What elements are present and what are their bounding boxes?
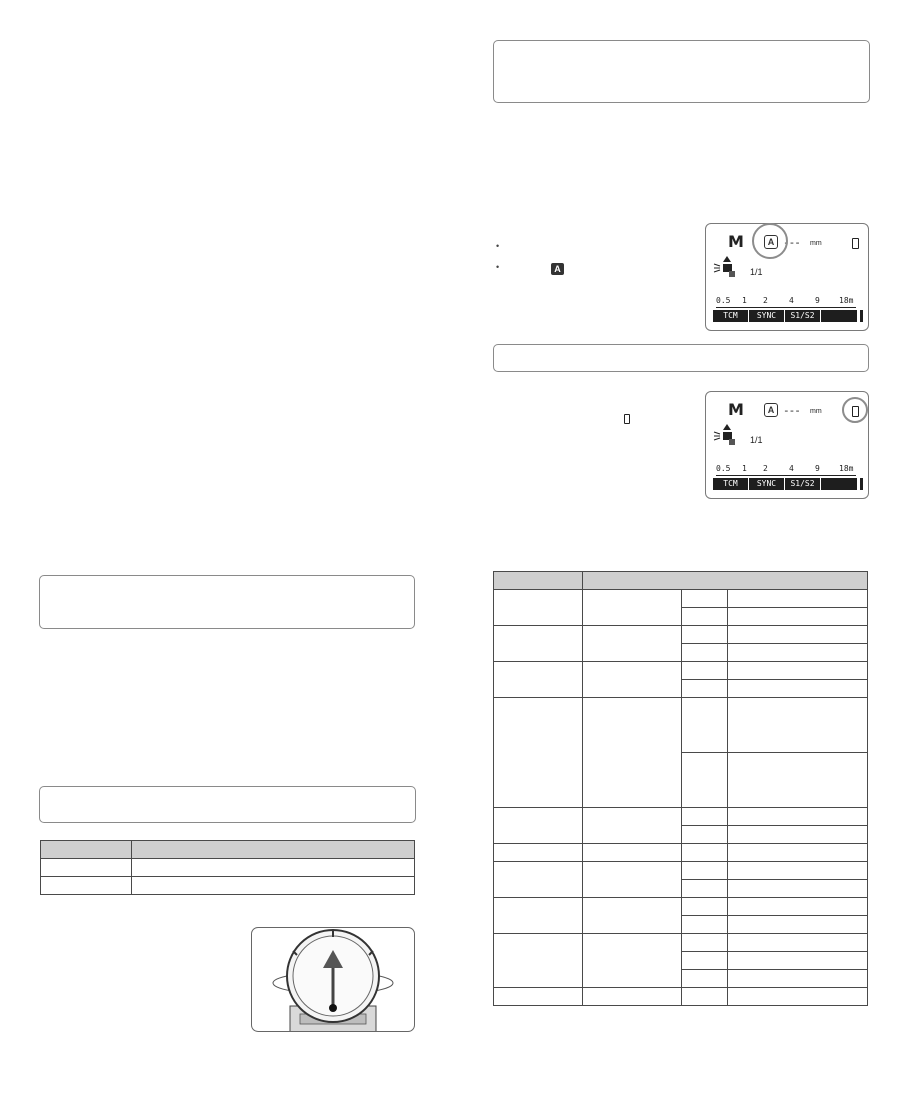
highlight-ring	[752, 223, 788, 259]
scale-label: 18m	[839, 296, 854, 305]
battery-outline-icon	[624, 414, 630, 424]
highlight-ring	[842, 397, 868, 423]
zoom-auto-icon: A	[764, 403, 778, 417]
softkey-tcm: TCM	[713, 310, 749, 322]
note-box-right-1	[493, 40, 870, 103]
scale-label: 1	[742, 296, 747, 305]
mode-indicator: M	[728, 400, 744, 419]
settings-table-header-2	[583, 572, 868, 590]
softkey-s1s2: S1/S2	[785, 478, 821, 490]
scale-label: 2	[763, 464, 768, 473]
note-box-left-2	[39, 786, 416, 823]
scale-label: 4	[789, 464, 794, 473]
table-row	[494, 862, 868, 880]
table-row	[494, 844, 868, 862]
small-table-header-1	[41, 841, 132, 859]
table-row	[494, 934, 868, 952]
note-box-right-2	[493, 344, 869, 372]
small-table-header-2	[132, 841, 415, 859]
softkey-blank	[821, 310, 857, 322]
table-row	[494, 662, 868, 680]
flash-head-illustration	[251, 927, 415, 1032]
table-row	[41, 877, 415, 895]
power-ratio: 1/1	[750, 435, 763, 445]
scale-label: 18m	[839, 464, 854, 473]
power-ratio: 1/1	[750, 267, 763, 277]
zoom-unit: mm	[810, 240, 822, 247]
flash-head-tilt-icon	[713, 256, 737, 278]
mode-indicator: M	[728, 232, 744, 251]
settings-table-header-1	[494, 572, 583, 590]
scale-label: 1	[742, 464, 747, 473]
table-row	[494, 808, 868, 826]
softkey-bar-end	[860, 478, 863, 490]
note-box-left-1	[39, 575, 415, 629]
lcd-screen-1	[705, 223, 869, 331]
scale-line	[716, 475, 856, 476]
flash-head-tilt-icon	[713, 424, 737, 446]
zoom-value: ---	[783, 404, 800, 417]
softkey-bar	[713, 310, 857, 322]
scale-label: 9	[815, 464, 820, 473]
softkey-bar-end	[860, 310, 863, 322]
table-row	[494, 698, 868, 753]
softkey-sync: SYNC	[749, 478, 785, 490]
auto-zoom-badge-icon: A	[551, 263, 564, 275]
small-table	[40, 840, 415, 895]
softkey-s1s2: S1/S2	[785, 310, 821, 322]
zoom-unit: mm	[810, 408, 822, 415]
table-row	[494, 988, 868, 1006]
scale-label: 2	[763, 296, 768, 305]
lcd-screen-2	[705, 391, 869, 499]
scale-line	[716, 307, 856, 308]
softkey-sync: SYNC	[749, 310, 785, 322]
scale-label: 4	[789, 296, 794, 305]
bullet-1: •	[496, 241, 500, 251]
zoom-auto-icon: A	[764, 235, 778, 249]
battery-icon	[852, 238, 859, 249]
table-row	[494, 590, 868, 608]
scale-label: 0.5	[716, 464, 731, 473]
scale-label: 9	[815, 296, 820, 305]
softkey-tcm: TCM	[713, 478, 749, 490]
zoom-value: ---	[783, 236, 800, 249]
softkey-bar	[713, 478, 857, 490]
settings-table	[493, 571, 868, 1006]
softkey-blank	[821, 478, 857, 490]
bullet-2: •	[496, 262, 500, 272]
table-row	[41, 859, 415, 877]
table-row	[494, 626, 868, 644]
scale-label: 0.5	[716, 296, 731, 305]
table-row	[494, 898, 868, 916]
